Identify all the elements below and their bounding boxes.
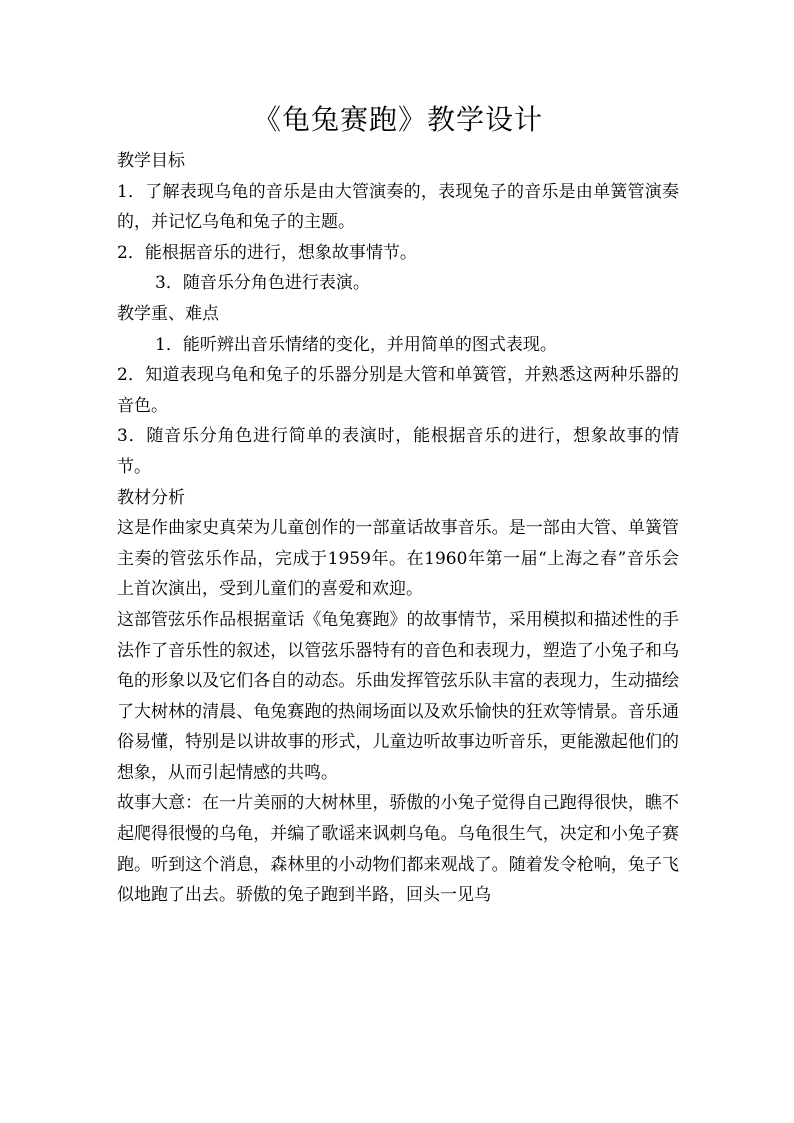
heading-material-analysis: 教材分析	[117, 487, 185, 508]
key-point-3: 3．随音乐分角色进行简单的表演时，能根据音乐的进行，想象故事的情节。	[117, 426, 679, 477]
story-summary-paragraph: 故事大意：在一片美丽的大树林里，骄傲的小兔子觉得自己跑得很快，瞧不起爬得很慢的乌龟，并编了歌谣来讽刺乌龟。乌龟很生气，决定和小兔子赛跑。听到这个消息，森林里的小动物们都来观战了。随着发令枪响，兔子飞似地跑了出去。骄傲的兔子跑到半路，回头一见乌	[117, 793, 679, 906]
goal-item-2: 2．能根据音乐的进行，想象故事情节。	[117, 242, 417, 263]
document-page	[117, 96, 679, 911]
key-point-2: 2．知道表现乌龟和兔子的乐器分别是大管和单簧管，并熟悉这两种乐器的音色。	[117, 365, 679, 416]
key-point-1: 1．能听辨出音乐情绪的变化，并用简单的图式表现。	[155, 334, 557, 355]
goal-item-1: 1．了解表现乌龟的音乐是由大管演奏的，表现兔子的音乐是由单簧管演奏的，并记忆乌龟和兔子的主题。	[117, 181, 679, 233]
analysis-paragraph-1: 这是作曲家史真荣为儿童创作的一部童话故事音乐。是一部由大管、单簧管主奏的管弦乐作品，完成于1959年。在1960年第一届“上海之春”音乐会上首次演出，受到儿童们的喜爱和欢迎。	[117, 518, 679, 600]
analysis-paragraph-2: 这部管弦乐作品根据童话《龟兔赛跑》的故事情节，采用模拟和描述性的手法作了音乐性的叙述，以管弦乐器特有的音色和表现力，塑造了小兔子和乌龟的形象以及它们各自的动态。乐曲发挥管弦乐队丰富的表现力，生动描绘了大树林的清晨、龟兔赛跑的热闹场面以及欢乐愉快的狂欢等情景。音乐通俗易懂，特别是以讲故事的形式，儿童边听故事边听音乐，更能激起他们的想象，从而引起情感的共鸣。	[117, 609, 679, 783]
heading-key-points: 教学重、难点	[117, 303, 219, 324]
heading-teaching-goals: 教学目标	[117, 151, 185, 171]
goal-item-3: 3．随音乐分角色进行表演。	[155, 273, 370, 294]
document-title: 《龟兔赛跑》教学设计	[252, 103, 543, 136]
